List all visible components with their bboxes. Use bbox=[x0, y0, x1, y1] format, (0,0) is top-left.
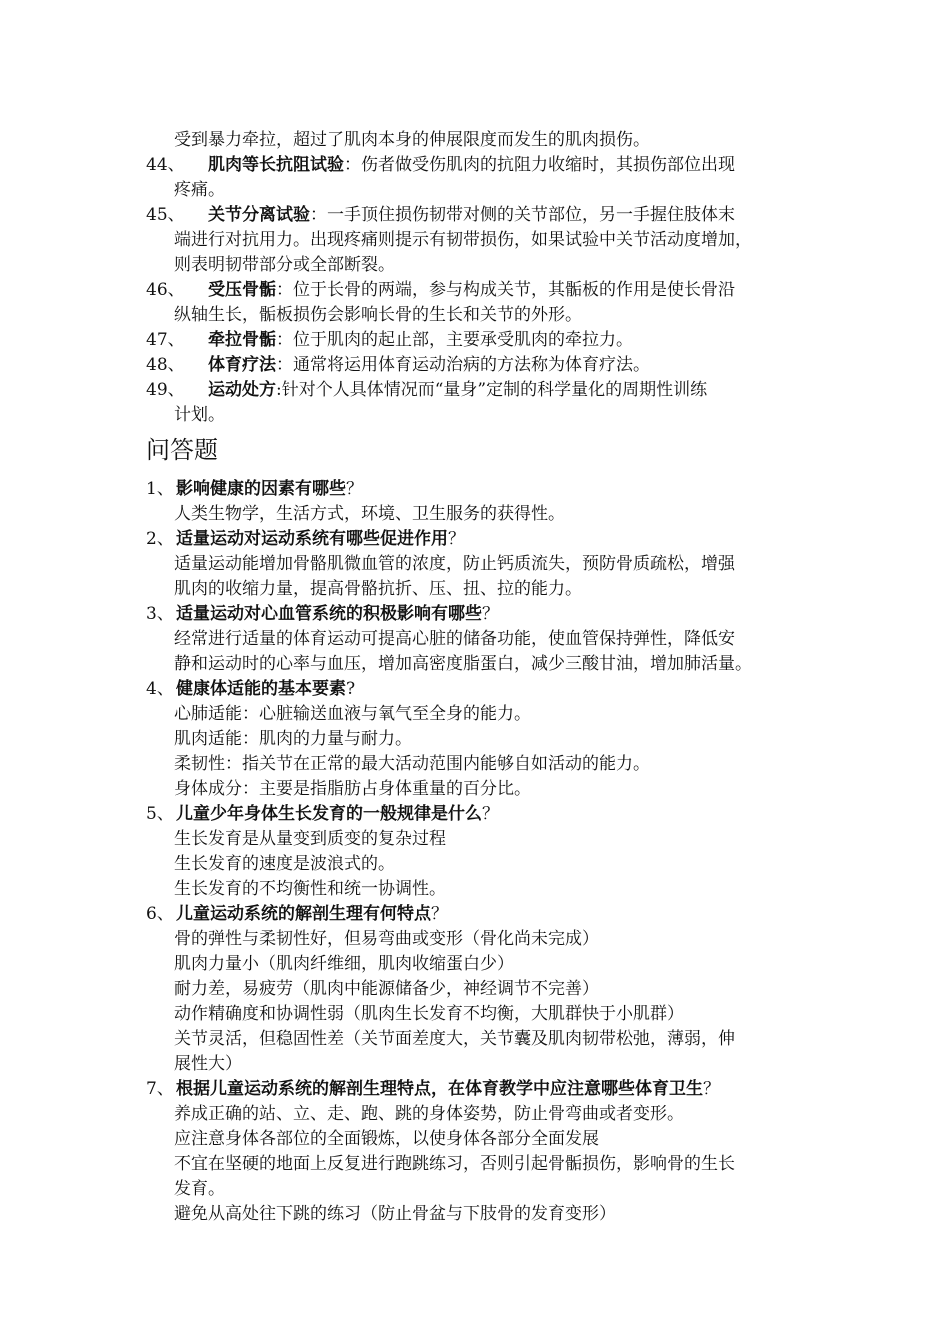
item-number: 44、 bbox=[146, 155, 185, 175]
answer-line: 心肺适能：心脏输送血液与氧气至全身的能力。 bbox=[174, 704, 531, 724]
question-number: 6、 bbox=[146, 904, 174, 924]
question-title: 儿童少年身体生长发育的一般规律是什么 bbox=[176, 804, 482, 824]
definition-term: 肌肉等长抗阻试验 bbox=[208, 155, 344, 175]
answer-line: 展性大） bbox=[174, 1054, 242, 1074]
answer-line: 人类生物学，生活方式，环境、卫生服务的获得性。 bbox=[174, 504, 565, 524]
definition-text-line: 疼痛。 bbox=[174, 180, 225, 200]
answer-line: 养成正确的站、立、走、跑、跳的身体姿势，防止骨弯曲或者变形。 bbox=[174, 1104, 684, 1124]
definition-item-44 bbox=[146, 153, 735, 177]
colon: : bbox=[276, 380, 282, 400]
answer-line: 适量运动能增加骨骼肌微血管的浓度，防止钙质流失，预防骨质疏松，增强 bbox=[174, 554, 735, 574]
item-number: 45、 bbox=[146, 205, 185, 225]
definition-term: 受压骨骺 bbox=[208, 280, 276, 300]
question-title: 影响健康的因素有哪些 bbox=[176, 479, 346, 499]
definition-text-line: 纵轴生长，骺板损伤会影响长骨的生长和关节的外形。 bbox=[174, 305, 582, 325]
question-7 bbox=[146, 1077, 720, 1101]
answer-line: 肌肉适能：肌肉的力量与耐力。 bbox=[174, 729, 412, 749]
answer-line: 生长发育的速度是波浪式的。 bbox=[174, 854, 395, 874]
section-title: 问答题 bbox=[146, 436, 218, 464]
definition-43-continuation: 受到暴力牵拉，超过了肌肉本身的伸展限度而发生的肌肉损伤。 bbox=[174, 130, 650, 150]
definition-term: 体育疗法 bbox=[208, 355, 276, 375]
question-2 bbox=[146, 527, 465, 551]
item-number: 48、 bbox=[146, 355, 185, 375]
definition-item-46 bbox=[146, 278, 735, 302]
definition-text: 位于长骨的两端，参与构成关节，其骺板的作用是使长骨沿 bbox=[293, 280, 735, 300]
question-number: 3、 bbox=[146, 604, 174, 624]
question-mark: ？ bbox=[431, 904, 448, 924]
answer-line: 柔韧性：指关节在正常的最大活动范围内能够自如活动的能力。 bbox=[174, 754, 650, 774]
answer-line: 生长发育是从量变到质变的复杂过程 bbox=[174, 829, 446, 849]
answer-line: 肌肉的收缩力量，提高骨骼抗折、压、扭、拉的能力。 bbox=[174, 579, 582, 599]
answer-line: 关节灵活，但稳固性差（关节面差度大，关节囊及肌肉韧带松弛，薄弱，伸 bbox=[174, 1029, 735, 1049]
definition-text: 位于肌肉的起止部，主要承受肌肉的牵拉力。 bbox=[293, 330, 633, 350]
definition-item-47 bbox=[146, 328, 633, 352]
question-mark: ？ bbox=[448, 529, 465, 549]
question-number: 5、 bbox=[146, 804, 174, 824]
question-6 bbox=[146, 902, 448, 926]
definition-text-line: 计划。 bbox=[174, 405, 225, 425]
question-title: 适量运动对心血管系统的积极影响有哪些 bbox=[176, 604, 482, 624]
colon: ： bbox=[344, 155, 361, 175]
answer-line: 发育。 bbox=[174, 1179, 225, 1199]
definition-text: 一手顶住损伤韧带对侧的关节部位，另一手握住肢体末 bbox=[327, 205, 735, 225]
definition-text-line: 端进行对抗用力。出现疼痛则提示有韧带损伤，如果试验中关节活动度增加， bbox=[174, 230, 752, 250]
colon: ： bbox=[310, 205, 327, 225]
definition-item-48 bbox=[146, 353, 650, 377]
question-5 bbox=[146, 802, 499, 826]
colon: ： bbox=[276, 355, 293, 375]
question-mark: ？ bbox=[482, 604, 499, 624]
answer-line: 避免从高处往下跳的练习（防止骨盆与下肢骨的发育变形） bbox=[174, 1204, 616, 1224]
item-number: 46、 bbox=[146, 280, 185, 300]
question-title: 健康体适能的基本要素 bbox=[176, 679, 346, 699]
question-mark: ？ bbox=[482, 804, 499, 824]
answer-line: 耐力差，易疲劳（肌肉中能源储备少，神经调节不完善） bbox=[174, 979, 599, 999]
definition-term: 关节分离试验 bbox=[208, 205, 310, 225]
question-4 bbox=[146, 677, 355, 701]
question-number: 4、 bbox=[146, 679, 174, 699]
question-mark: ? bbox=[346, 679, 356, 699]
answer-line: 身体成分：主要是指脂肪占身体重量的百分比。 bbox=[174, 779, 531, 799]
colon: ： bbox=[276, 280, 293, 300]
definition-text-line: 则表明韧带部分或全部断裂。 bbox=[174, 255, 395, 275]
answer-line: 动作精确度和协调性弱（肌肉生长发育不均衡，大肌群快于小肌群） bbox=[174, 1004, 684, 1024]
definition-term: 运动处方 bbox=[208, 380, 276, 400]
colon: ： bbox=[276, 330, 293, 350]
answer-line: 肌肉力量小（肌肉纤维细，肌肉收缩蛋白少） bbox=[174, 954, 514, 974]
answer-line: 经常进行适量的体育运动可提高心脏的储备功能，使血管保持弹性，降低安 bbox=[174, 629, 735, 649]
item-number: 47、 bbox=[146, 330, 185, 350]
answer-line: 应注意身体各部位的全面锻炼，以使身体各部分全面发展 bbox=[174, 1129, 599, 1149]
question-number: 7、 bbox=[146, 1079, 174, 1099]
question-title: 儿童运动系统的解剖生理有何特点 bbox=[176, 904, 431, 924]
definition-text: 伤者做受伤肌肉的抗阻力收缩时，其损伤部位出现 bbox=[361, 155, 735, 175]
definition-item-49 bbox=[146, 378, 707, 402]
question-title: 根据儿童运动系统的解剖生理特点，在体育教学中应注意哪些体育卫生 bbox=[176, 1079, 703, 1099]
question-mark: ？ bbox=[703, 1079, 720, 1099]
definition-term: 牵拉骨骺 bbox=[208, 330, 276, 350]
answer-line: 生长发育的不均衡性和统一协调性。 bbox=[174, 879, 446, 899]
definition-text: 通常将运用体育运动治病的方法称为体育疗法。 bbox=[293, 355, 650, 375]
definition-text: 针对个人具体情况而“量身”定制的科学量化的周期性训练 bbox=[281, 380, 708, 400]
question-3 bbox=[146, 602, 499, 626]
answer-line: 骨的弹性与柔韧性好，但易弯曲或变形（骨化尚未完成） bbox=[174, 929, 599, 949]
question-number: 1、 bbox=[146, 479, 174, 499]
definition-item-45 bbox=[146, 203, 735, 227]
question-title: 适量运动对运动系统有哪些促进作用 bbox=[176, 529, 448, 549]
item-number: 49、 bbox=[146, 380, 185, 400]
answer-line: 静和运动时的心率与血压，增加高密度脂蛋白，减少三酸甘油，增加肺活量。 bbox=[174, 654, 752, 674]
question-mark: ？ bbox=[346, 479, 363, 499]
answer-line: 不宜在坚硬的地面上反复进行跑跳练习，否则引起骨骺损伤，影响骨的生长 bbox=[174, 1154, 735, 1174]
question-1 bbox=[146, 477, 363, 501]
question-number: 2、 bbox=[146, 529, 174, 549]
